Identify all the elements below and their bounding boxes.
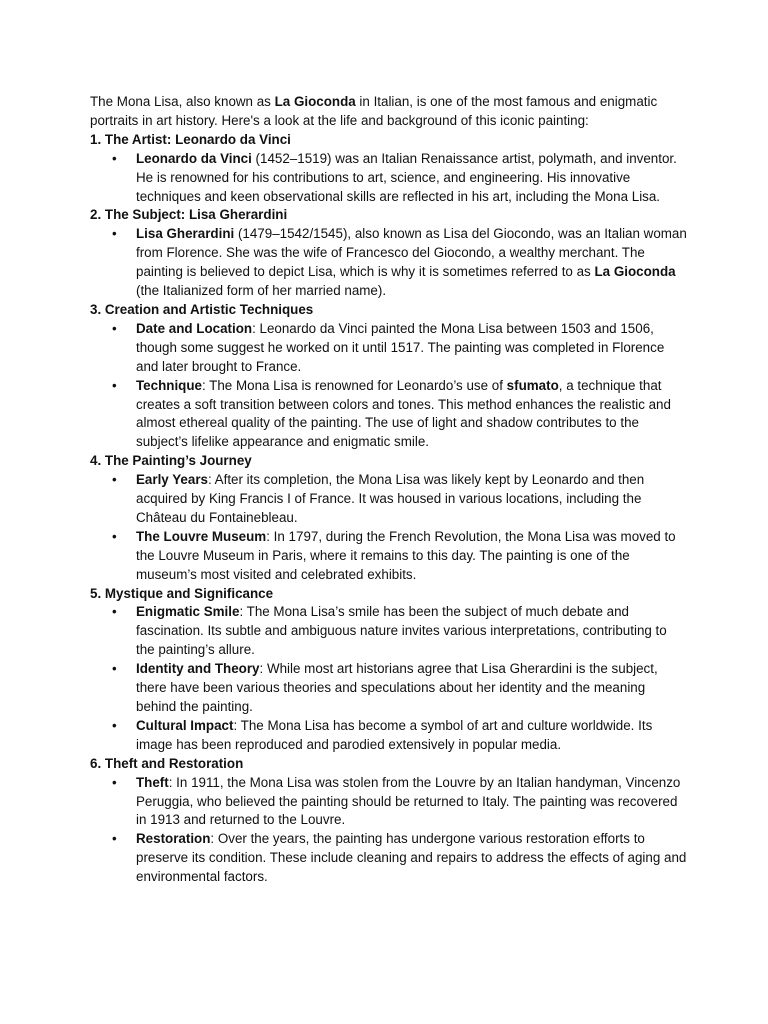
- bullet-list: [90, 774, 688, 887]
- item-term: Restoration: [136, 831, 211, 847]
- list-item: [112, 603, 688, 660]
- section-heading: 3. Creation and Artistic Techniques: [90, 301, 314, 317]
- bullet-list: [90, 225, 688, 301]
- bullet-icon: •: [112, 377, 117, 393]
- item-text: : In 1911, the Mona Lisa was stolen from the Louvre by an Italian handyman, Vincenzo Peruggia, who believed the painting should be returned to Italy. The painting was recovered in 1913 and returned to the Louvre.: [136, 774, 681, 828]
- item-text: : Over the years, the painting has undergone various restoration efforts to preserve its condition. These include cleaning and repairs to address the effects of aging and environmental factors.: [136, 831, 687, 885]
- bullet-icon: •: [112, 831, 117, 847]
- item-text: (1452–1519) was an Italian Renaissance artist, polymath, and inventor. He is renowned for his contributions to art, science, and engineering. His innovative techniques and keen observational skills are reflected in his art, including the Mona Lisa.: [136, 150, 677, 204]
- section-heading: 2. The Subject: Lisa Gherardini: [90, 207, 288, 223]
- bullet-icon: •: [112, 661, 117, 677]
- bullet-icon: •: [112, 150, 117, 166]
- bullet-icon: •: [112, 226, 117, 242]
- item-text: : The Mona Lisa has become a symbol of art and culture worldwide. Its image has been reproduced and parodied extensively in popular media.: [136, 717, 653, 752]
- item-text: : Leonardo da Vinci painted the Mona Lisa between 1503 and 1506, though some suggest he worked on it until 1517. The painting was completed in Florence and later brought to France.: [136, 320, 665, 374]
- list-item: [112, 528, 688, 585]
- item-text: (1479–1542/1545), also known as Lisa del Giocondo, was an Italian woman from Florence. She was the wife of Francesco del Giocondo, a wealthy merchant. The painting is believed to depict Lisa, which is why it is sometimes referred to as: [136, 226, 687, 280]
- list-item: [112, 471, 688, 528]
- item-text: : While most art historians agree that Lisa Gherardini is the subject, there have been various theories and speculations about her identity and the meaning behind the painting.: [136, 661, 658, 714]
- list-item: [112, 377, 688, 453]
- item-term: Cultural Impact: [136, 717, 234, 733]
- item-term: Technique: [136, 377, 202, 393]
- item-term: Leonardo da Vinci: [136, 150, 252, 166]
- item-bold-phrase: La Gioconda: [594, 264, 676, 280]
- list-item: [112, 660, 688, 717]
- list-item: [112, 830, 688, 887]
- section-heading: 1. The Artist: Leonardo da Vinci: [90, 131, 291, 147]
- list-item: [112, 320, 688, 377]
- list-item: [112, 150, 688, 207]
- item-term: Enigmatic Smile: [136, 604, 240, 620]
- bullet-icon: •: [112, 320, 117, 336]
- bullet-icon: •: [112, 774, 117, 790]
- intro-paragraph: [90, 93, 688, 131]
- bullet-icon: •: [112, 604, 117, 620]
- item-term: Lisa Gherardini: [136, 226, 235, 242]
- item-text: : The Mona Lisa is renowned for Leonardo’s use of: [201, 377, 507, 393]
- item-text-continued: , a technique that creates a soft transition between colors and tones. This method enhances the realistic and almost ethereal quality of the painting. The use of light and shadow contributes to the subject’s lifelike appearance and enigmatic smile.: [136, 377, 671, 450]
- intro-text-2: in Italian, is one of the most famous and enigmatic portraits in art history. Here's a look at the life and background of this iconic painting:: [90, 94, 658, 128]
- section-heading: 4. The Painting’s Journey: [90, 453, 252, 469]
- section-heading: 6. Theft and Restoration: [90, 755, 244, 771]
- bullet-icon: •: [112, 528, 117, 544]
- item-term: Theft: [136, 774, 169, 790]
- item-term: Date and Location: [136, 320, 253, 336]
- item-term: Early Years: [136, 472, 208, 488]
- item-bold-phrase: sfumato: [506, 377, 559, 393]
- bullet-icon: •: [112, 717, 117, 733]
- bullet-list: [90, 471, 688, 584]
- list-item: [112, 717, 688, 755]
- bullet-icon: •: [112, 472, 117, 488]
- item-text: : After its completion, the Mona Lisa was likely kept by Leonardo and then acquired by King Francis I of France. It was housed in various locations, including the Château du Fontainebleau.: [136, 472, 645, 525]
- list-item: [112, 225, 688, 301]
- section-heading: 5. Mystique and Significance: [90, 585, 274, 601]
- bullet-list: [90, 603, 688, 754]
- bullet-list: [90, 150, 688, 207]
- intro-text-1: The Mona Lisa, also known as: [90, 94, 275, 109]
- bullet-list: [90, 320, 688, 452]
- item-text: : The Mona Lisa’s smile has been the subject of much debate and fascination. Its subtle and ambiguous nature invites various interpretations, contributing to the painting’s allure.: [136, 604, 667, 658]
- item-text-continued: (the Italianized form of her married name).: [136, 283, 387, 299]
- list-item: [112, 774, 688, 831]
- item-text: : In 1797, during the French Revolution, the Mona Lisa was moved to the Louvre Museum in Paris, where it remains to this day. The painting is one of the museum’s most visited and celebrated exhibits.: [136, 528, 676, 582]
- intro-bold-term: La Gioconda: [274, 94, 356, 109]
- item-term: Identity and Theory: [136, 661, 260, 677]
- item-term: The Louvre Museum: [136, 528, 267, 544]
